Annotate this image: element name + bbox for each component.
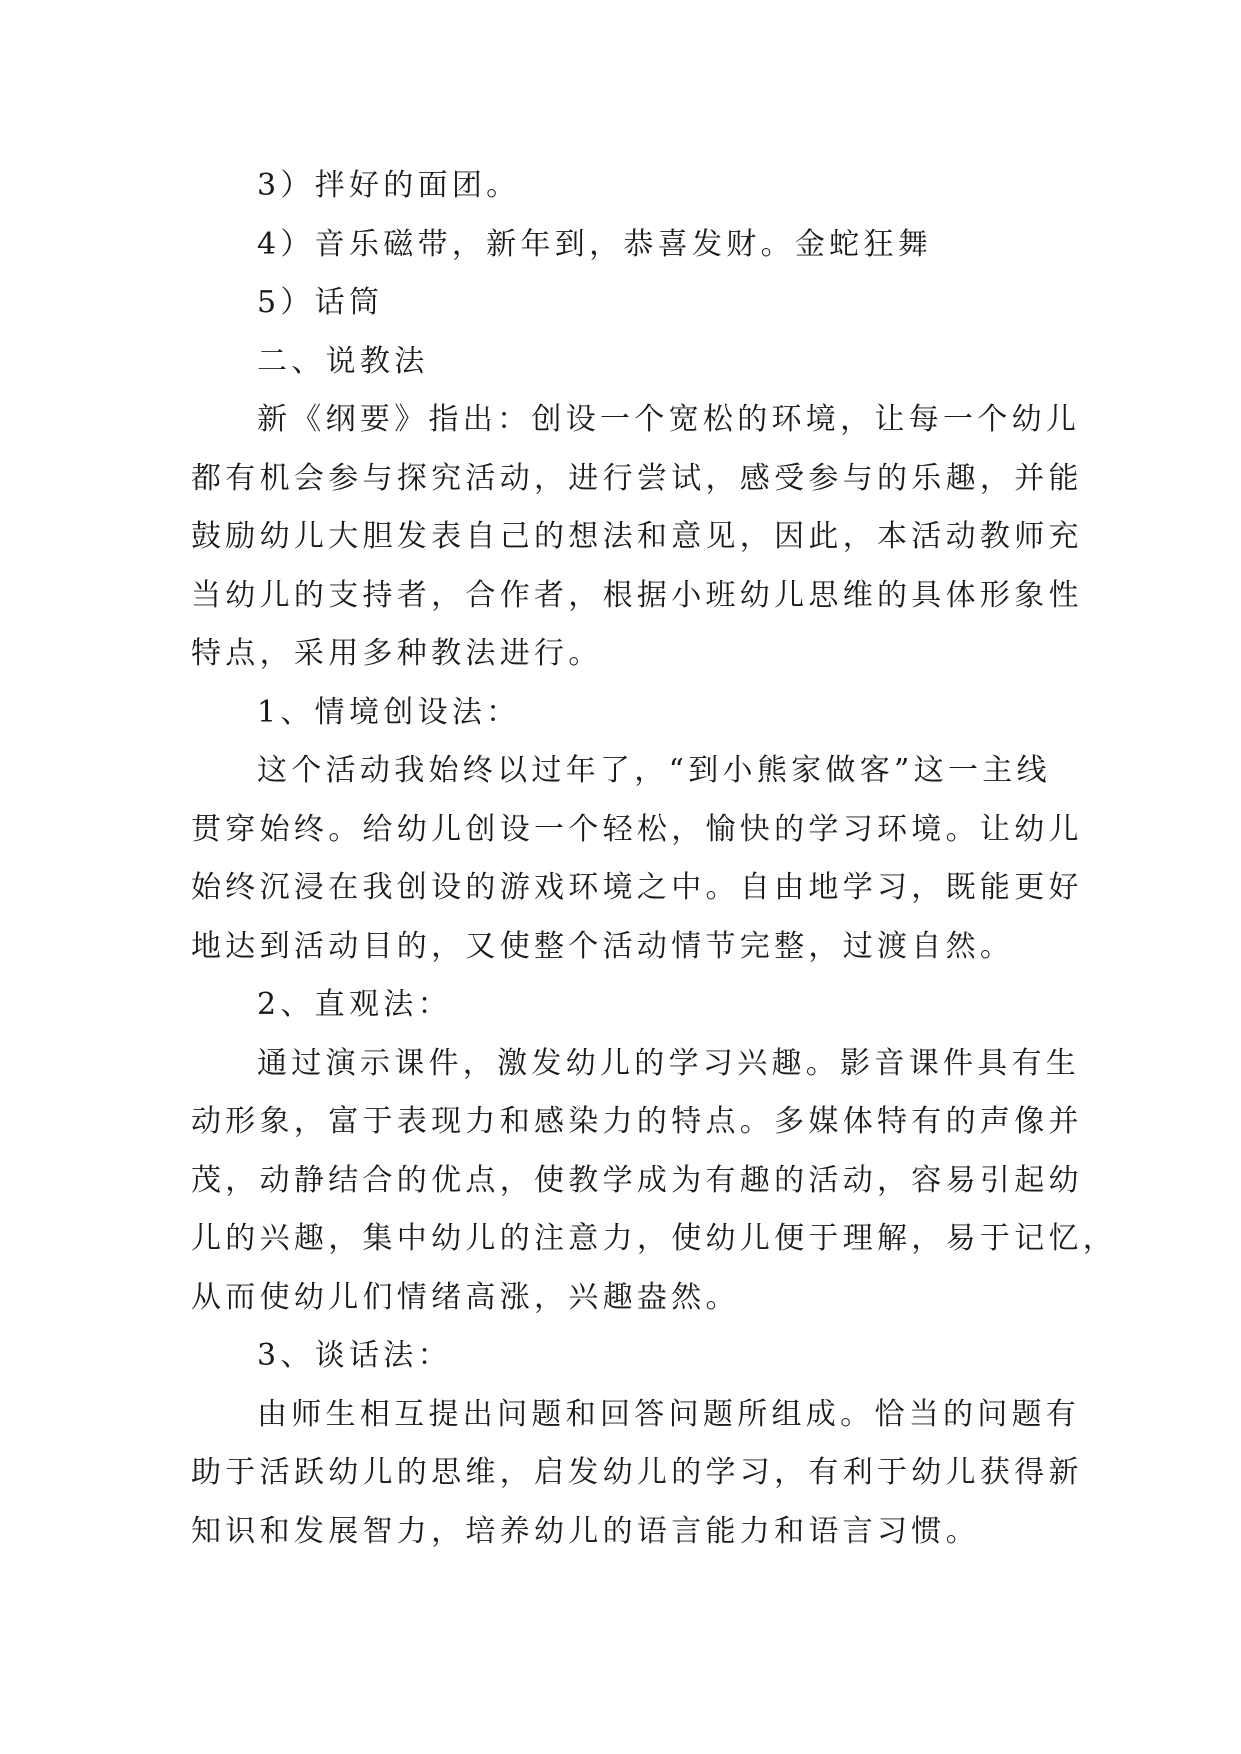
section-heading-teaching-methods: 二、说教法 [257, 343, 429, 379]
paragraph-line: 这个活动我始终以过年了，“到小熊家做客”这一主线 [257, 753, 1051, 788]
paragraph-line: 特点，采用多种教法进行。 [191, 636, 603, 671]
subheading-visual-method: 2、直观法： [257, 987, 452, 1022]
list-item-materials-3: 3）拌好的面团。 [257, 168, 521, 203]
paragraph-line: 动形象，富于表现力和感染力的特点。多媒体特有的声像并 [191, 1104, 1083, 1139]
paragraph-line: 始终沉浸在我创设的游戏环境之中。自由地学习，既能更好 [191, 870, 1083, 905]
paragraph-line: 茂，动静结合的优点，使教学成为有趣的活动，容易引起幼 [191, 1162, 1083, 1198]
paragraph-line: 儿的兴趣，集中幼儿的注意力，使幼儿便于理解，易于记忆， [191, 1221, 1118, 1256]
paragraph-line: 地达到活动目的，又使整个活动情节完整，过渡自然。 [191, 928, 1015, 964]
paragraph-line: 当幼儿的支持者，合作者，根据小班幼儿思维的具体形象性 [191, 577, 1083, 613]
paragraph-line: 由师生相互提出问题和回答问题所组成。恰当的问题有 [257, 1396, 1081, 1432]
paragraph-guideline [191, 391, 1083, 684]
paragraph-visual [191, 1035, 1118, 1328]
paragraph-line: 通过演示课件，激发幼儿的学习兴趣。影音课件具有生 [257, 1045, 1081, 1081]
paragraph-line: 新《纲要》指出：创设一个宽松的环境，让每一个幼儿 [257, 402, 1081, 437]
paragraph-line: 助于活跃幼儿的思维，启发幼儿的学习，有利于幼儿获得新 [191, 1455, 1083, 1490]
paragraph-situation [191, 742, 1083, 976]
paragraph-conversation [191, 1386, 1083, 1562]
paragraph-line: 知识和发展智力，培养幼儿的语言能力和语言习惯。 [191, 1513, 980, 1549]
list-item-materials-4: 4）音乐磁带，新年到，恭喜发财。金蛇狂舞 [257, 226, 933, 262]
subheading-conversation-method: 3、谈话法： [257, 1338, 452, 1373]
paragraph-line: 从而使幼儿们情绪高涨，兴趣盎然。 [191, 1279, 740, 1315]
paragraph-line: 贯穿始终。给幼儿创设一个轻松，愉快的学习环境。让幼儿 [191, 811, 1083, 847]
document-page [191, 157, 1118, 1561]
list-item-materials-5: 5）话筒 [257, 285, 384, 320]
paragraph-line: 都有机会参与探究活动，进行尝试，感受参与的乐趣，并能 [191, 460, 1083, 496]
subheading-situation-method: 1、情境创设法： [257, 694, 521, 730]
paragraph-line: 鼓励幼儿大胆发表自己的想法和意见，因此，本活动教师充 [191, 519, 1083, 554]
